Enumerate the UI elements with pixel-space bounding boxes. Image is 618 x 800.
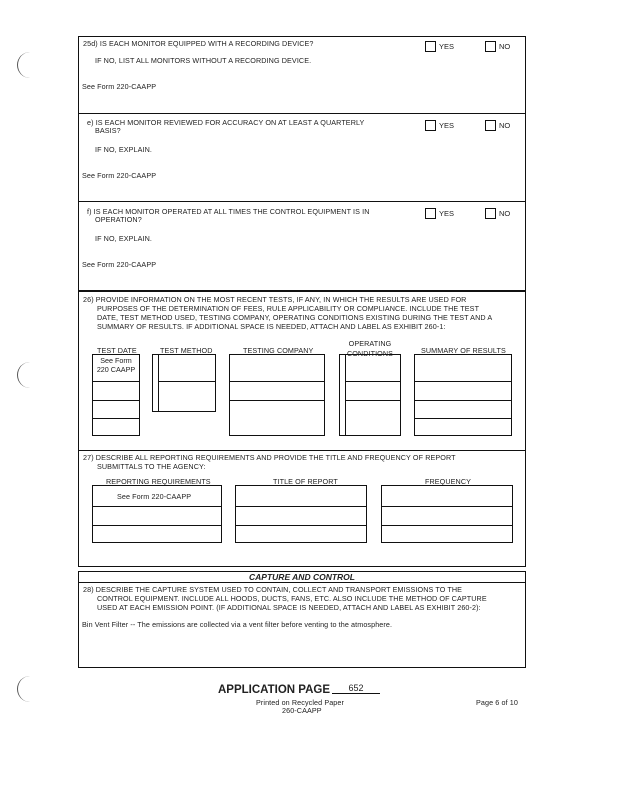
section-26 <box>78 291 526 451</box>
q25f-answer: See Form 220-CAAPP <box>82 260 157 269</box>
q25f-yes-checkbox[interactable] <box>425 208 436 219</box>
q26-line3: DATE, TEST METHOD USED, TESTING COMPANY, OPERATING CONDITIONS EXISTING DURING THE TEST AND A <box>97 313 493 322</box>
q25e-question-line1: e) IS EACH MONITOR REVIEWED FOR ACCURACY ON AT LEAST A QUARTERLY <box>87 118 365 127</box>
q25f-question-line1: f) IS EACH MONITOR OPERATED AT ALL TIMES THE CONTROL EQUIPMENT IS IN <box>87 207 370 216</box>
binding-mark-bottom <box>17 676 32 702</box>
q27-reporting-requirements-column[interactable] <box>92 485 222 543</box>
q28-line2: CONTROL EQUIPMENT. INCLUDE ALL HOODS, DUCTS, FANS, ETC. ALSO INCLUDE THE METHOD OF CAPTURE <box>97 594 487 603</box>
q25f-no-checkbox[interactable] <box>485 208 496 219</box>
q27-col-frequency: FREQUENCY <box>425 477 472 486</box>
q25e-yes-checkbox[interactable] <box>425 120 436 131</box>
q26-col-testing-company: TESTING COMPANY <box>243 346 314 355</box>
q27-first-cell: See Form 220-CAAPP <box>117 492 192 501</box>
q25f-yes-label: YES <box>439 209 455 218</box>
q28-line1: 28) DESCRIBE THE CAPTURE SYSTEM USED TO CONTAIN, COLLECT AND TRANSPORT EMISSIONS TO THE <box>83 585 463 594</box>
q26-test-method-column[interactable] <box>152 354 216 412</box>
section-25e <box>78 113 526 202</box>
q26-operating-conditions-column[interactable] <box>339 354 401 436</box>
section-25f <box>78 201 526 291</box>
capture-heading: CAPTURE AND CONTROL <box>249 572 355 582</box>
section-28 <box>78 582 526 668</box>
footer-title: APPLICATION PAGE <box>218 684 331 696</box>
q27-col-title-of-report: TITLE OF REPORT <box>273 477 338 486</box>
q25f-question-line2: OPERATION? <box>95 215 142 224</box>
q25d-yes-label: YES <box>439 42 455 51</box>
q27-line2: SUBMITTALS TO THE AGENCY: <box>97 462 206 471</box>
q26-summary-of-results-column[interactable] <box>414 354 512 436</box>
q25d-question: 25d) IS EACH MONITOR EQUIPPED WITH A RECORDING DEVICE? <box>83 39 314 48</box>
q27-line1: 27) DESCRIBE ALL REPORTING REQUIREMENTS AND PROVIDE THE TITLE AND FREQUENCY OF REPORT <box>83 453 456 462</box>
q25d-no-checkbox[interactable] <box>485 41 496 52</box>
section-27 <box>78 450 526 567</box>
q25e-no-label: NO <box>499 121 511 130</box>
q25e-answer: See Form 220-CAAPP <box>82 171 157 180</box>
q27-frequency-column[interactable] <box>381 485 513 543</box>
q26-line4: SUMMARY OF RESULTS. IF ADDITIONAL SPACE IS NEEDED, ATTACH AND LABEL AS EXHIBIT 260-1: <box>97 322 446 331</box>
q25d-note: IF NO, LIST ALL MONITORS WITHOUT A RECORDING DEVICE. <box>95 56 312 65</box>
footer-printed: Printed on Recycled Paper <box>256 698 344 707</box>
q25e-question-line2: BASIS? <box>95 126 121 135</box>
footer-form: 260-CAAPP <box>282 706 322 715</box>
q28-line3: USED AT EACH EMISSION POINT. (IF ADDITIONAL SPACE IS NEEDED, ATTACH AND LABEL AS EXHIBIT 260-2): <box>97 603 481 612</box>
section-25d <box>78 36 526 114</box>
footer-page-number: 652 <box>332 683 380 694</box>
q25e-yes-label: YES <box>439 121 455 130</box>
footer-page-of: Page 6 of 10 <box>476 698 518 707</box>
q26-col-operating-conditions: OPERATING CONDITIONS <box>346 339 394 358</box>
q26-col-test-method: TEST METHOD <box>160 346 213 355</box>
q25d-yes-checkbox[interactable] <box>425 41 436 52</box>
q25f-no-label: NO <box>499 209 511 218</box>
q26-line2: PURPOSES OF THE DETERMINATION OF FEES, RULE APPLICABILITY OR COMPLIANCE. INCLUDE THE TEST <box>97 304 480 313</box>
q26-testing-company-column[interactable] <box>229 354 325 436</box>
q26-line1: 26) PROVIDE INFORMATION ON THE MOST RECENT TESTS, IF ANY, IN WHICH THE RESULTS ARE USED FOR <box>83 295 467 304</box>
q25f-note: IF NO, EXPLAIN. <box>95 234 153 243</box>
binding-mark-top <box>17 52 32 78</box>
q26-first-cell: See Form 220 CAAPP <box>96 356 136 374</box>
binding-mark-middle <box>17 362 32 388</box>
q26-col-summary-of-results: SUMMARY OF RESULTS <box>421 346 506 355</box>
q25e-no-checkbox[interactable] <box>485 120 496 131</box>
q26-test-date-column[interactable] <box>92 354 140 436</box>
q25e-note: IF NO, EXPLAIN. <box>95 145 153 154</box>
q25d-no-label: NO <box>499 42 511 51</box>
q25d-answer: See Form 220-CAAPP <box>82 82 157 91</box>
q28-answer: Bin Vent Filter -- The emissions are collected via a vent filter before venting to the atmosphere. <box>82 620 393 629</box>
q26-col-test-date: TEST DATE <box>97 346 137 355</box>
q27-title-of-report-column[interactable] <box>235 485 367 543</box>
q27-col-reporting-requirements: REPORTING REQUIREMENTS <box>106 477 211 486</box>
